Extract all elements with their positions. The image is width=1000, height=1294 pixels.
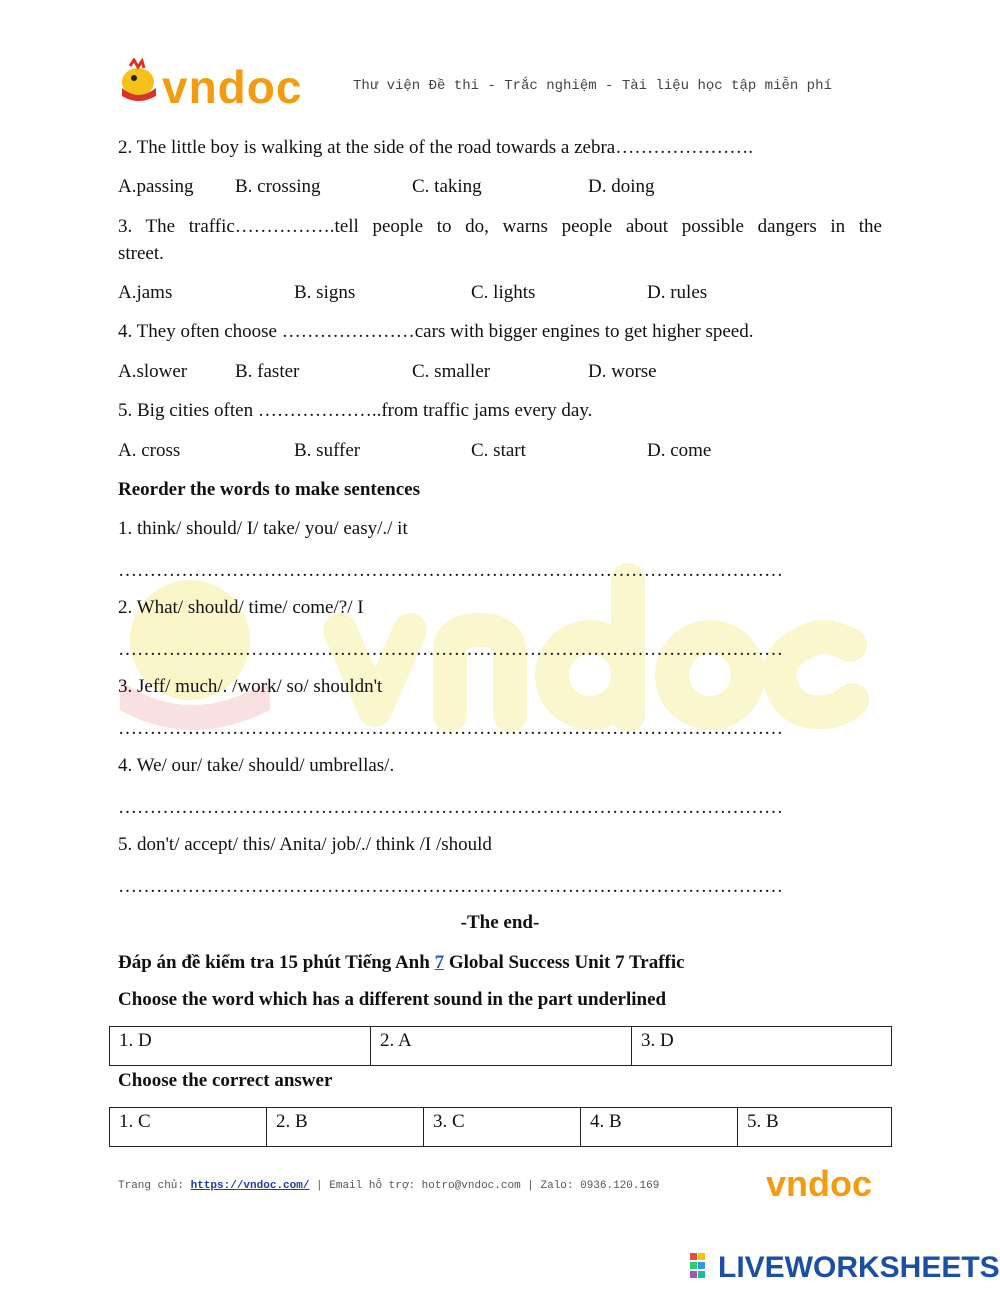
answer-cell-5: 5. B: [738, 1108, 892, 1147]
question-2-option-d: D. doing: [588, 176, 655, 197]
question-2-option-c: C. taking: [412, 176, 482, 197]
reorder-heading: Reorder the words to make sentences: [118, 479, 421, 500]
footer-vndoc-logo: vndoc: [766, 1163, 873, 1204]
answer-cell-1: 1. D: [110, 1027, 371, 1066]
question-2-option-b: B. crossing: [235, 176, 321, 197]
question-4-option-a: A.slower: [118, 361, 188, 382]
reorder-answer-line-3[interactable]: ……………………………………………………………………………………………: [118, 718, 783, 739]
question-3-option-c: C. lights: [471, 282, 536, 303]
reorder-item-4: 4. We/ our/ take/ should/ umbrellas/.: [118, 755, 395, 776]
answer-section-2-heading: Choose the correct answer: [118, 1070, 333, 1091]
question-5-option-b: B. suffer: [294, 440, 361, 461]
answer-key-title-suffix: Global Success Unit 7 Traffic: [444, 952, 685, 973]
question-4-stem: 4. They often choose …………………cars with bigger engines to get higher speed.: [118, 321, 754, 342]
answer-section-1-heading: Choose the word which has a different sound in the part underlined: [118, 989, 667, 1010]
answer-table-1: [109, 1026, 892, 1066]
question-5-option-c: C. start: [471, 440, 526, 461]
reorder-item-3: 3. Jeff/ much/. /work/ so/ shouldn't: [118, 676, 383, 697]
vndoc-logo: vndoc: [162, 61, 303, 113]
answer-cell-3: 3. D: [632, 1027, 892, 1066]
reorder-item-5: 5. don't/ accept/ this/ Anita/ job/./ think /I /should: [118, 834, 492, 855]
question-4-option-c: C. smaller: [412, 361, 491, 382]
answer-key-title-prefix: Đáp án đề kiểm tra 15 phút Tiếng Anh: [118, 952, 435, 973]
question-4-option-d: D. worse: [588, 361, 657, 382]
reorder-item-1: 1. think/ should/ I/ take/ you/ easy/./ it: [118, 518, 408, 539]
question-4-option-b: B. faster: [235, 361, 300, 382]
question-3-option-a: A.jams: [118, 282, 173, 303]
question-3-stem: 3. The traffic…………….tell people to do, warns people about possible dangers in the: [118, 216, 882, 237]
answer-key-grade-link[interactable]: 7: [434, 952, 445, 973]
question-5-option-a: A. cross: [118, 440, 181, 461]
footer-suffix: | Email hỗ trợ: hotro@vndoc.com | Zalo: 0936.120.169: [309, 1180, 660, 1192]
reorder-answer-line-5[interactable]: ……………………………………………………………………………………………: [118, 876, 783, 897]
answer-cell-4: 4. B: [581, 1108, 738, 1147]
the-end-label: -The end-: [460, 912, 540, 933]
answer-table-2: [109, 1107, 892, 1147]
liveworksheets-logo: LIVEWORKSHEETS: [718, 1251, 1000, 1284]
question-2-stem: 2. The little boy is walking at the side of the road towards a zebra………………….: [118, 137, 753, 158]
header-tagline: Thư viện Đề thi - Trắc nghiệm - Tài liệu học tập miễn phí: [353, 78, 832, 94]
footer-contact: [118, 1180, 659, 1192]
question-2-option-a: A.passing: [118, 176, 194, 197]
question-5-option-d: D. come: [647, 440, 712, 461]
question-3-option-d: D. rules: [647, 282, 708, 303]
answer-cell-2: 2. B: [267, 1108, 424, 1147]
reorder-answer-line-4[interactable]: ……………………………………………………………………………………………: [118, 797, 783, 818]
question-3-stem-continued: street.: [118, 243, 164, 264]
liveworksheets-icon: [690, 1253, 714, 1279]
answer-cell-2: 2. A: [371, 1027, 632, 1066]
reorder-item-2: 2. What/ should/ time/ come/?/ I: [118, 597, 364, 618]
question-3-option-b: B. signs: [294, 282, 356, 303]
vndoc-mascot-icon: [116, 58, 162, 104]
reorder-answer-line-2[interactable]: ……………………………………………………………………………………………: [118, 639, 783, 660]
table-row: [110, 1027, 892, 1066]
footer-prefix: Trang chủ:: [118, 1180, 191, 1192]
answer-cell-3: 3. C: [424, 1108, 581, 1147]
question-5-stem: 5. Big cities often ………………..from traffic jams every day.: [118, 400, 593, 421]
reorder-answer-line-1[interactable]: ……………………………………………………………………………………………: [118, 560, 783, 581]
answer-key-title: [118, 951, 685, 975]
answer-cell-1: 1. C: [110, 1108, 267, 1147]
table-row: [110, 1108, 892, 1147]
footer-home-link[interactable]: https://vndoc.com/: [190, 1180, 310, 1192]
